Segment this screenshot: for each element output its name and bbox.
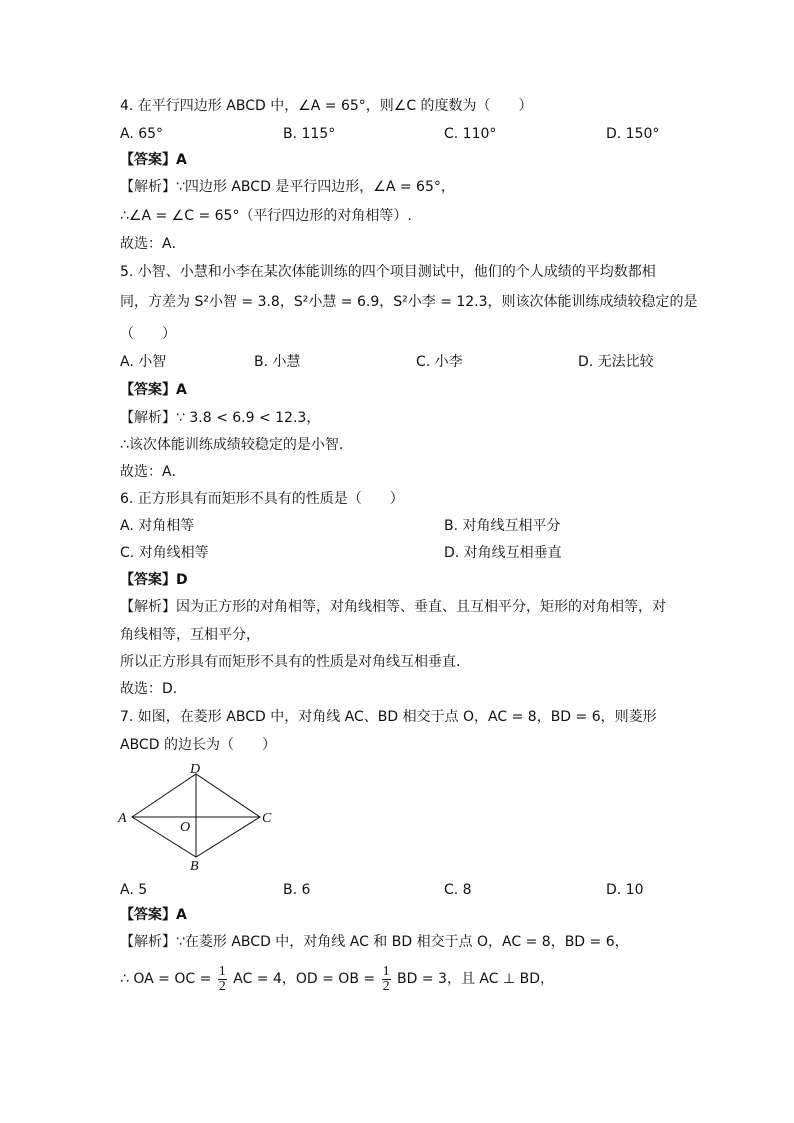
q4-option-c: C. 110° (444, 126, 497, 142)
q5-option-b: B. 小慧 (254, 354, 301, 370)
q6-option-b: B. 对角线互相平分 (444, 518, 561, 534)
q6-choose: 故选：D． (120, 681, 187, 697)
q4-analysis-line1: 【解析】∵四边形 ABCD 是平行四边形，∠A = 65°， (120, 179, 455, 195)
q4-analysis-line2: ∴∠A = ∠C = 65°（平行四边形的对角相等）. (120, 208, 412, 224)
q6-stem: 6. 正方形具有而矩形不具有的性质是（ ） (120, 491, 404, 507)
q7-option-c: C. 8 (444, 882, 472, 898)
fraction-denominator: 2 (382, 978, 390, 994)
q7-analysis-line2-post: BD = 3，且 AC ⊥ BD， (397, 971, 554, 987)
q4-answer: 【答案】A (120, 152, 187, 168)
q7-analysis-line2-mid: AC = 4，OD = OB = (233, 971, 376, 987)
q7-analysis-line2-pre: ∴ OA = OC = (120, 971, 212, 987)
q5-stem-line1: 5. 小智、小慧和小李在某次体能训练的四个项目测试中，他们的个人成绩的平均数都相 (120, 264, 656, 280)
vertex-label-a: A (118, 811, 127, 826)
q6-analysis-line2: 角线相等，互相平分， (120, 627, 260, 643)
q5-option-d: D. 无法比较 (578, 354, 654, 370)
q7-option-d: D. 10 (606, 882, 644, 898)
q4-stem: 4. 在平行四边形 ABCD 中，∠A = 65°，则∠C 的度数为（ ） (120, 98, 533, 114)
q4-option-a: A. 65° (120, 126, 164, 142)
q5-analysis-line2: ∴该次体能训练成绩较稳定的是小智. (120, 437, 344, 453)
q4-option-d: D. 150° (606, 126, 660, 142)
rhombus-figure (116, 762, 286, 872)
fraction-numerator: 1 (382, 963, 390, 979)
vertex-label-c: C (262, 811, 272, 826)
q7-option-b: B. 6 (283, 882, 311, 898)
q7-analysis-line2 (120, 962, 554, 996)
fraction-half-2 (382, 965, 391, 994)
q5-stem-line2: 同，方差为 S²小智 = 3.8，S²小慧 = 6.9，S²小李 = 12.3，则该次体能训练成绩较稳定的是 (120, 294, 698, 310)
q7-stem-line1: 7. 如图，在菱形 ABCD 中，对角线 AC、BD 相交于点 O，AC = 8，BD = 6，则菱形 (120, 709, 657, 725)
q6-option-c: C. 对角线相等 (120, 545, 209, 561)
q6-analysis-line1: 【解析】因为正方形的对角相等，对角线相等、垂直、且互相平分，矩形的对角相等，对 (120, 599, 666, 615)
fraction-numerator: 1 (218, 963, 226, 979)
q5-analysis-line1: 【解析】∵ 3.8 < 6.9 < 12.3， (120, 410, 321, 426)
q7-stem-line2: ABCD 的边长为（ ） (120, 737, 276, 753)
q7-answer: 【答案】A (120, 907, 187, 923)
q6-analysis-line3: 所以正方形具有而矩形不具有的性质是对角线互相垂直. (120, 654, 461, 670)
q6-option-a: A. 对角相等 (120, 518, 195, 534)
q7-option-a: A. 5 (120, 882, 148, 898)
vertex-label-b: B (190, 859, 199, 872)
q5-option-c: C. 小李 (416, 354, 463, 370)
q7-analysis-line1: 【解析】∵在菱形 ABCD 中，对角线 AC 和 BD 相交于点 O，AC = 8，BD = 6， (120, 934, 629, 950)
q5-choose: 故选：A． (120, 464, 186, 480)
q5-option-a: A. 小智 (120, 354, 167, 370)
q6-answer: 【答案】D (120, 572, 188, 588)
q4-option-b: B. 115° (283, 126, 336, 142)
q4-choose: 故选：A． (120, 236, 186, 252)
vertex-label-d: D (190, 762, 201, 777)
q6-option-d: D. 对角线互相垂直 (444, 545, 562, 561)
q5-answer: 【答案】A (120, 382, 187, 398)
center-label-o: O (180, 820, 191, 835)
fraction-half-1 (218, 965, 227, 994)
fraction-denominator: 2 (218, 978, 226, 994)
q5-stem-line3: （ ） (120, 326, 176, 342)
